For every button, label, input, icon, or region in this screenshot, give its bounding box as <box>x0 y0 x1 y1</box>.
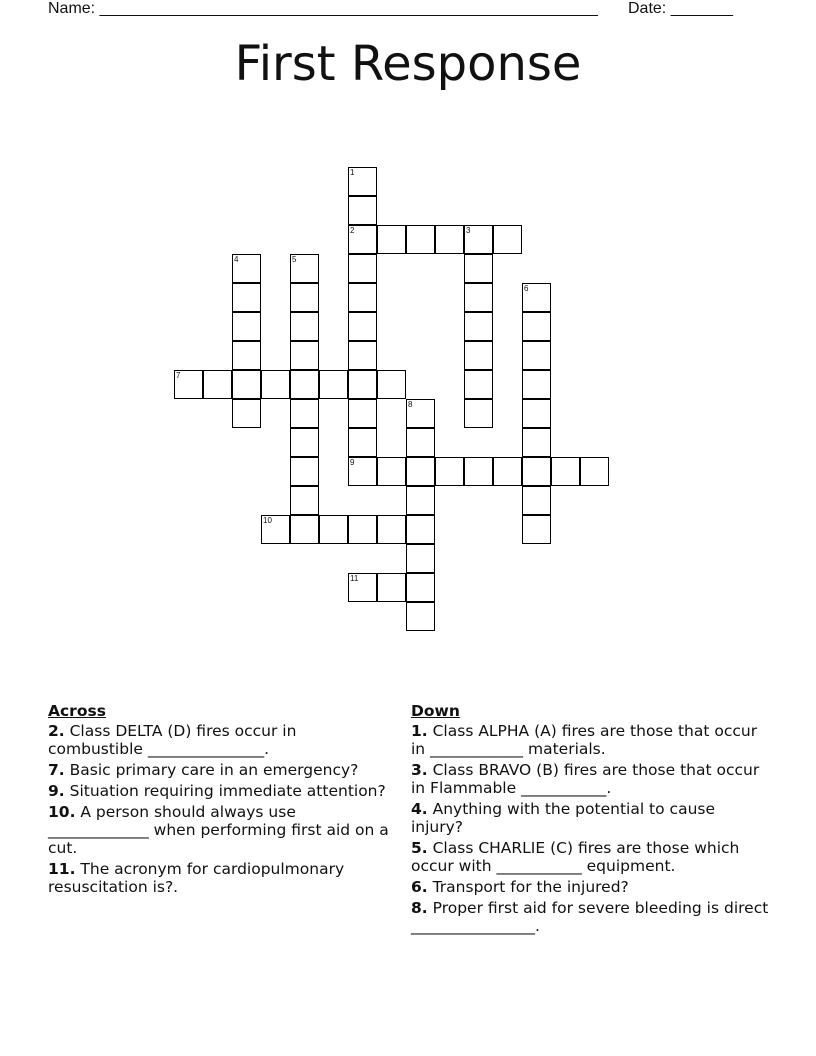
grid-cell[interactable] <box>290 370 319 399</box>
clue-number: 4 <box>234 255 239 264</box>
grid-cell[interactable] <box>203 370 232 399</box>
grid-cell[interactable] <box>232 341 261 370</box>
grid-cell[interactable] <box>377 225 406 254</box>
clue-number: 9 <box>350 458 355 467</box>
grid-cell[interactable] <box>290 515 319 544</box>
across-clue <box>48 860 393 896</box>
grid-cell[interactable] <box>377 515 406 544</box>
grid-cell[interactable] <box>551 457 580 486</box>
date-line: Date: _______ <box>628 0 733 17</box>
clue-number: 5. <box>411 839 428 857</box>
grid-cell[interactable] <box>319 515 348 544</box>
clue-text: Transport for the injured? <box>427 878 629 896</box>
grid-cell[interactable] <box>348 196 377 225</box>
clue-number: 1. <box>411 722 428 740</box>
clue-text: Proper first aid for severe bleeding is direct ________________. <box>411 899 769 935</box>
down-clue <box>411 878 771 896</box>
clue-number: 11 <box>350 574 359 583</box>
grid-cell[interactable] <box>348 225 377 254</box>
grid-cell[interactable] <box>522 428 551 457</box>
grid-cell[interactable] <box>348 167 377 196</box>
grid-cell[interactable] <box>261 370 290 399</box>
across-clue <box>48 761 393 779</box>
clue-number: 2 <box>350 226 355 235</box>
grid-cell[interactable] <box>435 225 464 254</box>
grid-cell[interactable] <box>435 457 464 486</box>
down-clue <box>411 761 771 797</box>
clue-text: Class BRAVO (B) fires are those that occur in Flammable ___________. <box>411 761 760 797</box>
grid-cell[interactable] <box>348 312 377 341</box>
grid-cell[interactable] <box>174 370 203 399</box>
grid-cell[interactable] <box>406 399 435 428</box>
grid-cell[interactable] <box>348 428 377 457</box>
grid-cell[interactable] <box>290 457 319 486</box>
grid-cell[interactable] <box>522 283 551 312</box>
clue-text: Basic primary care in an emergency? <box>64 761 359 779</box>
down-clues <box>411 702 771 938</box>
grid-cell[interactable] <box>377 457 406 486</box>
grid-cell[interactable] <box>522 399 551 428</box>
clue-text: A person should always use _____________ when performing first aid on a cut. <box>48 803 389 857</box>
page-title: First Response <box>234 36 582 92</box>
clue-number: 3. <box>411 761 428 779</box>
grid-cell[interactable] <box>493 225 522 254</box>
down-clue <box>411 899 771 935</box>
clue-text: Class ALPHA (A) fires are those that occur in ____________ materials. <box>411 722 758 758</box>
down-heading: Down <box>411 702 460 720</box>
down-clue-list <box>411 722 771 935</box>
clue-number: 8. <box>411 899 428 917</box>
down-clue <box>411 839 771 875</box>
grid-cell[interactable] <box>580 457 609 486</box>
across-clue <box>48 722 393 758</box>
grid-cell[interactable] <box>522 341 551 370</box>
grid-cell[interactable] <box>464 370 493 399</box>
grid-cell[interactable] <box>464 283 493 312</box>
grid-cell[interactable] <box>232 283 261 312</box>
grid-cell[interactable] <box>464 457 493 486</box>
grid-cell[interactable] <box>406 573 435 602</box>
grid-cell[interactable] <box>406 225 435 254</box>
clue-number: 10 <box>263 516 272 525</box>
grid-cell[interactable] <box>319 370 348 399</box>
grid-cell[interactable] <box>348 283 377 312</box>
grid-cell[interactable] <box>406 544 435 573</box>
grid-cell[interactable] <box>464 312 493 341</box>
grid-cell[interactable] <box>464 225 493 254</box>
down-clue <box>411 800 771 836</box>
grid-cell[interactable] <box>522 457 551 486</box>
across-clue <box>48 782 393 800</box>
across-clue-list <box>48 722 393 896</box>
down-clue <box>411 722 771 758</box>
clue-text: Situation requiring immediate attention? <box>64 782 386 800</box>
grid-cell[interactable] <box>377 370 406 399</box>
grid-cell[interactable] <box>290 312 319 341</box>
clue-number: 9. <box>48 782 65 800</box>
across-heading: Across <box>48 702 106 720</box>
clue-text: Class DELTA (D) fires occur in combustible _______________. <box>48 722 297 758</box>
clue-number: 7. <box>48 761 65 779</box>
clue-number: 7 <box>176 371 181 380</box>
grid-cell[interactable] <box>290 399 319 428</box>
clue-number: 5 <box>292 255 297 264</box>
grid-cell[interactable] <box>348 457 377 486</box>
grid-cell[interactable] <box>232 254 261 283</box>
clue-number: 4. <box>411 800 428 818</box>
grid-cell[interactable] <box>406 486 435 515</box>
across-clues <box>48 702 393 899</box>
grid-cell[interactable] <box>464 254 493 283</box>
grid-cell[interactable] <box>348 399 377 428</box>
clue-number: 1 <box>350 168 355 177</box>
grid-cell[interactable] <box>522 515 551 544</box>
grid-cell[interactable] <box>522 486 551 515</box>
grid-cell[interactable] <box>522 370 551 399</box>
grid-cell[interactable] <box>232 370 261 399</box>
grid-cell[interactable] <box>348 370 377 399</box>
clue-text: Class CHARLIE (C) fires are those which occur with ___________ equipment. <box>411 839 740 875</box>
grid-cell[interactable] <box>290 254 319 283</box>
clue-number: 10. <box>48 803 76 821</box>
clue-number: 11. <box>48 860 76 878</box>
grid-cell[interactable] <box>493 457 522 486</box>
grid-cell[interactable] <box>377 573 406 602</box>
grid-cell[interactable] <box>522 312 551 341</box>
clue-number: 6 <box>524 284 529 293</box>
grid-cell[interactable] <box>406 602 435 631</box>
grid-cell[interactable] <box>232 399 261 428</box>
grid-cell[interactable] <box>348 573 377 602</box>
grid-cell[interactable] <box>464 341 493 370</box>
grid-cell[interactable] <box>348 515 377 544</box>
grid-cell[interactable] <box>290 486 319 515</box>
clue-number: 3 <box>466 226 471 235</box>
grid-cell[interactable] <box>290 428 319 457</box>
grid-cell[interactable] <box>406 457 435 486</box>
grid-cell[interactable] <box>464 399 493 428</box>
grid-cell[interactable] <box>290 283 319 312</box>
grid-cell[interactable] <box>348 341 377 370</box>
grid-cell[interactable] <box>348 254 377 283</box>
across-clue <box>48 803 393 857</box>
grid-cell[interactable] <box>261 515 290 544</box>
grid-cell[interactable] <box>290 341 319 370</box>
clue-number: 8 <box>408 400 413 409</box>
clue-number: 6. <box>411 878 428 896</box>
clue-number: 2. <box>48 722 65 740</box>
grid-cell[interactable] <box>232 312 261 341</box>
grid-cell[interactable] <box>406 515 435 544</box>
name-line: Name: ________________________________________________________ <box>48 0 598 17</box>
clue-text: Anything with the potential to cause injury? <box>411 800 716 836</box>
grid-cell[interactable] <box>406 428 435 457</box>
clue-text: The acronym for cardiopulmonary resuscitation is?. <box>48 860 345 896</box>
